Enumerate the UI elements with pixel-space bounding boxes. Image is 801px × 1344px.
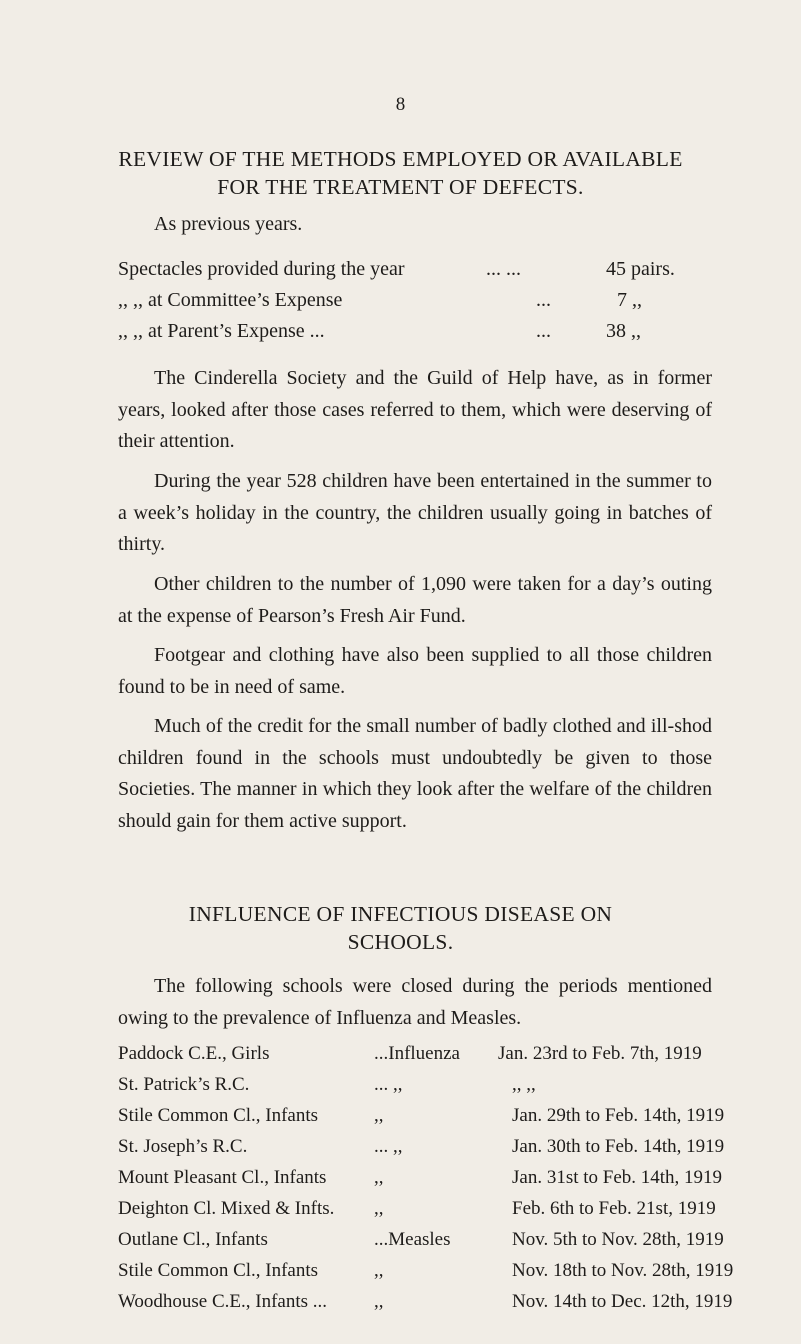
intro-text: As previous years.	[154, 213, 303, 235]
table-row	[118, 1258, 734, 1284]
disease: ...Measles	[374, 1229, 451, 1250]
spectacles-row	[118, 256, 712, 282]
closure-period: Nov. 14th to Dec. 12th, 1919	[512, 1291, 733, 1312]
paragraph: The Cinderella Society and the Guild of Help have, as in former years, looked after those cases referred to them, which were deserving of their attention.	[118, 367, 712, 452]
paragraph: Footgear and clothing have also been supplied to all those children found to be in need of same.	[118, 644, 712, 698]
spectacles-row	[118, 318, 712, 344]
disease: ,,	[374, 1198, 384, 1219]
school-name: Paddock C.E., Girls	[118, 1043, 270, 1064]
closure-period: Jan. 23rd to Feb. 7th, 1919	[498, 1043, 702, 1064]
closure-period: Jan. 31st to Feb. 14th, 1919	[512, 1167, 723, 1188]
disease: ,,	[374, 1167, 384, 1188]
spectacles-value: 45 pairs.	[606, 258, 675, 280]
paragraph: Much of the credit for the small number of badly clothed and ill-shod children found in the schools must undoubtedly be given to those Societies. The manner in which they look after the welfare of the children should gain for them active support.	[118, 715, 712, 832]
spectacles-dots: ...	[536, 289, 551, 311]
table-row	[118, 1227, 724, 1253]
disease: ,,	[374, 1105, 384, 1126]
section-title-line-2: FOR THE TREATMENT OF DEFECTS.	[217, 175, 584, 199]
section-title-line-1: REVIEW OF THE METHODS EMPLOYED OR AVAILABLE	[118, 147, 683, 171]
spectacles-value: 7 ,,	[617, 289, 642, 311]
school-name: Stile Common Cl., Infants	[118, 1105, 319, 1126]
school-name: Outlane Cl., Infants	[118, 1229, 268, 1250]
closure-period: Feb. 6th to Feb. 21st, 1919	[512, 1198, 716, 1219]
table-row	[118, 1134, 725, 1160]
disease: ,,	[374, 1260, 384, 1281]
table-row	[118, 1165, 723, 1191]
table-row	[118, 1103, 725, 1129]
school-name: Woodhouse C.E., Infants ...	[118, 1291, 328, 1312]
table-row	[118, 1041, 712, 1067]
paragraph: The following schools were closed during the periods mentioned owing to the prevalence of Influenza and Measles.	[118, 975, 712, 1029]
spectacles-dots: ... ...	[486, 258, 521, 280]
paragraph: Other children to the number of 1,090 were taken for a day’s outing at the expense of Pearson’s Fresh Air Fund.	[118, 573, 712, 627]
disease: ... ,,	[374, 1074, 403, 1095]
closure-period: ,, ,,	[512, 1074, 536, 1095]
school-name: Stile Common Cl., Infants	[118, 1260, 319, 1281]
table-row	[118, 1289, 733, 1315]
closure-period: Jan. 30th to Feb. 14th, 1919	[512, 1136, 725, 1157]
spectacles-row	[118, 287, 712, 313]
school-name: St. Patrick’s R.C.	[118, 1074, 250, 1095]
table-row	[118, 1196, 716, 1222]
paragraph: During the year 528 children have been entertained in the summer to a week’s holiday in the country, the children usually going in batches of thirty.	[118, 470, 712, 555]
disease: ... ,,	[374, 1136, 403, 1157]
spectacles-label: ,, ,, at Committee’s Expense	[118, 289, 343, 311]
school-name: St. Joseph’s R.C.	[118, 1136, 248, 1157]
closure-period: Nov. 18th to Nov. 28th, 1919	[512, 1260, 734, 1281]
spectacles-label: ,, ,, at Parent’s Expense ...	[118, 320, 325, 342]
section-title-line-1: INFLUENCE OF INFECTIOUS DISEASE ON	[188, 902, 613, 926]
disease: ...Influenza	[374, 1043, 460, 1064]
spectacles-value: 38 ,,	[606, 320, 641, 342]
closure-period: Jan. 29th to Feb. 14th, 1919	[512, 1105, 725, 1126]
school-name: Deighton Cl. Mixed & Infts.	[118, 1198, 335, 1219]
disease: ,,	[374, 1291, 384, 1312]
spectacles-label: Spectacles provided during the year	[118, 258, 405, 280]
school-name: Mount Pleasant Cl., Infants	[118, 1167, 327, 1188]
section-title-line-2: SCHOOLS.	[347, 930, 454, 954]
closure-period: Nov. 5th to Nov. 28th, 1919	[512, 1229, 724, 1250]
page-number: 8	[395, 94, 406, 115]
spectacles-dots: ...	[536, 320, 551, 342]
table-row	[118, 1072, 712, 1098]
